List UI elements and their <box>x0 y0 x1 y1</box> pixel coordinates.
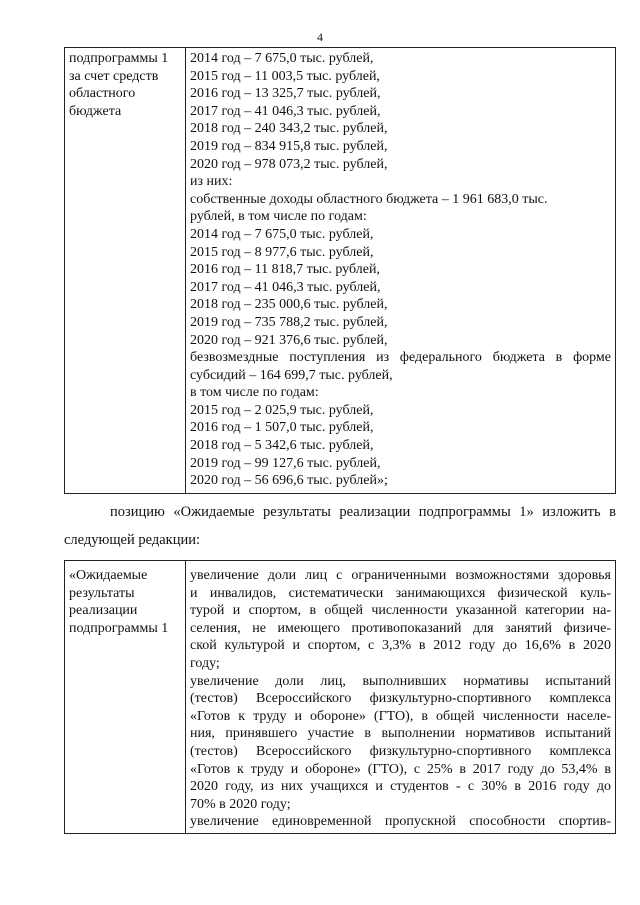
text-line: рублей, в том числе по годам: <box>190 209 367 225</box>
text-line: 2015 год – 2 025,9 тыс. рублей, <box>190 402 374 418</box>
text-line: 2020 год – 56 696,6 тыс. рублей»; <box>190 473 388 489</box>
text-line: 2020 год – 921 376,6 тыс. рублей, <box>190 332 388 348</box>
text-line: 70% в 2020 году; <box>190 796 291 812</box>
text-line: увеличение доли лиц, выполнивших нормативы испытаний <box>190 673 611 689</box>
text-line: «Готов к труду и обороне» (ГТО), в общей численности населе- <box>190 708 611 724</box>
page-number: 4 <box>317 30 323 44</box>
text-line: результаты <box>69 585 135 601</box>
text-line: ской культурой и спортом, с 3,3% в 2012 году до 16,6% в 2020 <box>190 638 611 654</box>
text-line: 2014 год – 7 675,0 тыс. рублей, <box>190 51 374 66</box>
text-line: (тестов) Всероссийского физкультурно-спортивного комплекса <box>190 691 611 707</box>
text-line: увеличение доли лиц с ограниченными возможностями здоровья <box>190 568 611 583</box>
text-line: 2020 году, из них учащихся и студентов - с 30% в 2016 году до <box>190 779 611 795</box>
text-line: 2018 год – 240 343,2 тыс. рублей, <box>190 121 388 137</box>
text-line: 2014 год – 7 675,0 тыс. рублей, <box>190 226 374 242</box>
text-line: «Ожидаемые <box>69 568 148 583</box>
text-line: турой и спортом, в общей численности указанной категории на- <box>190 603 611 619</box>
text-line: 2020 год – 978 073,2 тыс. рублей, <box>190 156 388 172</box>
text-line: 2017 год – 41 046,3 тыс. рублей, <box>190 279 381 295</box>
row-label-cell <box>65 561 186 834</box>
text-line: собственные доходы областного бюджета – 1 961 683,0 тыс. <box>190 191 548 207</box>
text-line: 2015 год – 8 977,6 тыс. рублей, <box>190 244 374 260</box>
instruction-paragraph-continuation: следующей редакции: <box>64 532 201 548</box>
text-line: 2018 год – 235 000,6 тыс. рублей, <box>190 297 388 313</box>
text-line: 2015 год – 11 003,5 тыс. рублей, <box>190 68 380 84</box>
text-line: субсидий – 164 699,7 тыс. рублей, <box>190 367 393 383</box>
row-label-cell <box>65 48 186 494</box>
table-row <box>65 48 616 494</box>
text-line: 2016 год – 1 507,0 тыс. рублей, <box>190 420 374 436</box>
text-line: 2019 год – 99 127,6 тыс. рублей, <box>190 455 381 471</box>
text-line: 2016 год – 13 325,7 тыс. рублей, <box>190 86 381 102</box>
text-line: 2018 год – 5 342,6 тыс. рублей, <box>190 438 374 454</box>
text-line: подпрограммы 1 <box>69 51 169 66</box>
expected-results-table <box>64 560 616 834</box>
row-value-cell <box>186 48 616 494</box>
text-line: безвозмездные поступления из федерального бюджета в форме <box>190 350 611 366</box>
text-line: 2017 год – 41 046,3 тыс. рублей, <box>190 103 381 119</box>
text-line: областного <box>69 86 136 102</box>
text-line: подпрограммы 1 <box>69 620 169 636</box>
text-line: 2019 год – 834 915,8 тыс. рублей, <box>190 138 388 154</box>
text-line: реализации <box>69 603 138 619</box>
instruction-paragraph: позицию «Ожидаемые результаты реализации подпрограммы 1» изложить в <box>110 504 616 520</box>
financing-table <box>64 47 616 494</box>
text-line: и инвалидов, систематически занимающихся физической куль- <box>190 585 611 601</box>
text-line: бюджета <box>69 103 122 119</box>
text-line: году; <box>190 655 220 671</box>
text-line: за счет средств <box>69 68 159 84</box>
table-row <box>65 561 616 834</box>
text-line: «Готов к труду и обороне» (ГТО), с 25% в 2017 году до 53,4% в <box>190 761 611 777</box>
text-line: 2016 год – 11 818,7 тыс. рублей, <box>190 262 380 278</box>
text-line: селения, не имеющего противопоказаний для занятий физиче- <box>190 620 611 636</box>
text-line: в том числе по годам: <box>190 385 319 401</box>
text-line: ния, принявшего участие в выполнении нормативов испытаний <box>190 726 611 742</box>
text-line: 2019 год – 735 788,2 тыс. рублей, <box>190 314 388 330</box>
text-line: (тестов) Всероссийского физкультурно-спортивного комплекса <box>190 743 611 759</box>
text-line: увеличение единовременной пропускной способности спортив- <box>190 814 611 830</box>
row-value-cell <box>186 561 616 834</box>
text-line: из них: <box>190 174 233 190</box>
